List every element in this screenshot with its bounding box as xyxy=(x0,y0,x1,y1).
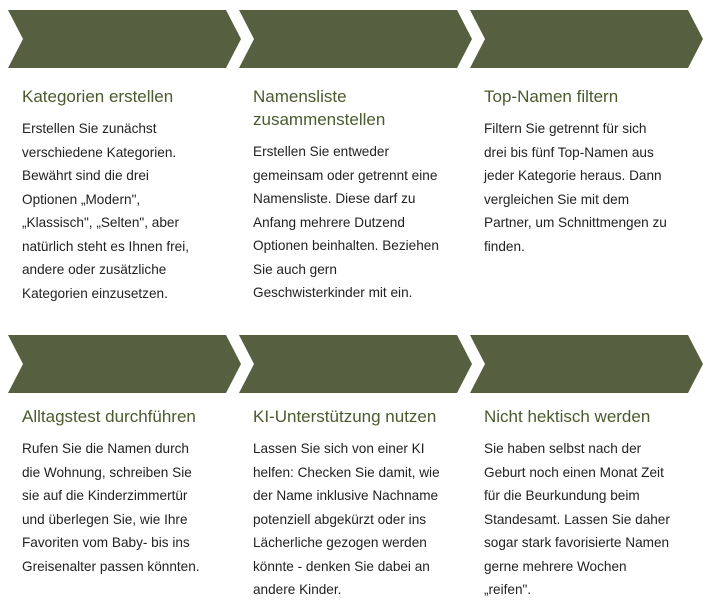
text-line: könnte - denken Sie dabei an xyxy=(253,558,430,574)
text-line: der Name inklusive Nachname xyxy=(253,488,439,503)
text-line: Greisenalter passen könnten. xyxy=(22,558,200,574)
chevron-shape xyxy=(8,335,241,393)
chevron-arrow-icon xyxy=(239,335,472,393)
text-line: Kategorien einzusetzen. xyxy=(22,285,168,301)
text-line: Erstellen Sie entweder xyxy=(253,144,390,159)
step-title xyxy=(253,85,385,131)
step-description xyxy=(253,140,463,305)
text-line: Optionen „Modern", xyxy=(22,191,141,207)
text-line: Lächerliche gezogen werden xyxy=(253,535,427,550)
chevron-shape xyxy=(470,335,703,393)
chevron-shape xyxy=(8,10,241,68)
text-line: andere Kinder. xyxy=(253,582,342,597)
step-title-line: Kategorien erstellen xyxy=(22,87,174,106)
text-line: Optionen beinhalten. Beziehen xyxy=(253,238,439,253)
text-line: Erstellen Sie zunächst xyxy=(22,121,157,136)
text-line: finden. xyxy=(484,238,525,254)
text-line: „reifen". xyxy=(484,582,532,597)
text-line: für die Beurkundung beim xyxy=(484,488,640,503)
text-line: die Wohnung, schreiben Sie xyxy=(22,464,192,480)
step-description xyxy=(253,437,463,602)
text-line: Partner, um Schnittmengen zu xyxy=(484,215,667,230)
text-line: gerne mehrere Wochen xyxy=(484,558,627,574)
chevron-arrow-icon xyxy=(470,10,703,68)
text-line: jeder Kategorie heraus. Dann xyxy=(484,168,662,183)
text-line: Lassen Sie sich von einer KI xyxy=(253,441,425,456)
text-line: Anfang mehrere Dutzend xyxy=(253,214,405,230)
chevron-shape xyxy=(239,335,472,393)
text-line: Namensliste. Diese darf zu xyxy=(253,191,416,206)
text-line: sogar stark favorisierte Namen xyxy=(484,535,670,550)
step-description xyxy=(22,117,232,305)
step-description xyxy=(22,437,232,578)
text-line: Bewährt sind die drei xyxy=(22,168,149,183)
text-line: vergleichen Sie mit dem xyxy=(484,191,630,207)
chevron-shape xyxy=(470,10,703,68)
step-title xyxy=(22,405,196,428)
step-description xyxy=(484,437,694,602)
text-line: Geschwisterkinder mit ein. xyxy=(253,285,413,300)
chevron-arrow-icon xyxy=(239,10,472,68)
text-line: helfen: Checken Sie damit, wie xyxy=(253,464,440,480)
step-title-line: Alltagstest durchführen xyxy=(22,407,196,426)
text-line: andere oder zusätzliche xyxy=(22,262,167,277)
text-line: gemeinsam oder getrennt eine xyxy=(253,167,438,183)
step-title xyxy=(22,85,173,108)
text-line: Geburt noch einen Monat Zeit xyxy=(484,464,664,480)
chevron-arrow-icon xyxy=(8,10,241,68)
text-line: verschiedene Kategorien. xyxy=(22,144,177,160)
text-line: „Klassisch", „Selten", aber xyxy=(22,215,179,230)
text-line: Filtern Sie getrennt für sich xyxy=(484,121,647,136)
chevron-arrow-icon xyxy=(470,335,703,393)
text-line: drei bis fünf Top-Namen aus xyxy=(484,144,654,160)
text-line: Sie haben selbst nach der xyxy=(484,441,642,456)
step-title-line: Top-Namen filtern xyxy=(484,87,619,106)
step-title xyxy=(484,85,618,108)
text-line: natürlich steht es Ihnen frei, xyxy=(22,238,189,254)
text-line: potenziell abgekürzt oder ins xyxy=(253,511,427,527)
text-line: Sie auch gern xyxy=(253,261,337,277)
step-title xyxy=(253,405,436,428)
text-line: und überlegen Sie, wie Ihre xyxy=(22,511,188,527)
step-title-line: zusammenstellen xyxy=(253,110,386,129)
step-title-line: KI-Unterstützung nutzen xyxy=(253,407,437,426)
text-line: sie auf die Kinderzimmertür xyxy=(22,488,188,503)
step-title xyxy=(484,405,650,428)
step-title-line: Nicht hektisch werden xyxy=(484,407,651,426)
step-description xyxy=(484,117,694,258)
chevron-arrow-icon xyxy=(8,335,241,393)
chevron-shape xyxy=(239,10,472,68)
text-line: Standesamt. Lassen Sie daher xyxy=(484,511,670,527)
text-line: Rufen Sie die Namen durch xyxy=(22,441,189,456)
step-title-line: Namensliste xyxy=(253,87,347,106)
text-line: Favoriten vom Baby- bis ins xyxy=(22,535,190,550)
